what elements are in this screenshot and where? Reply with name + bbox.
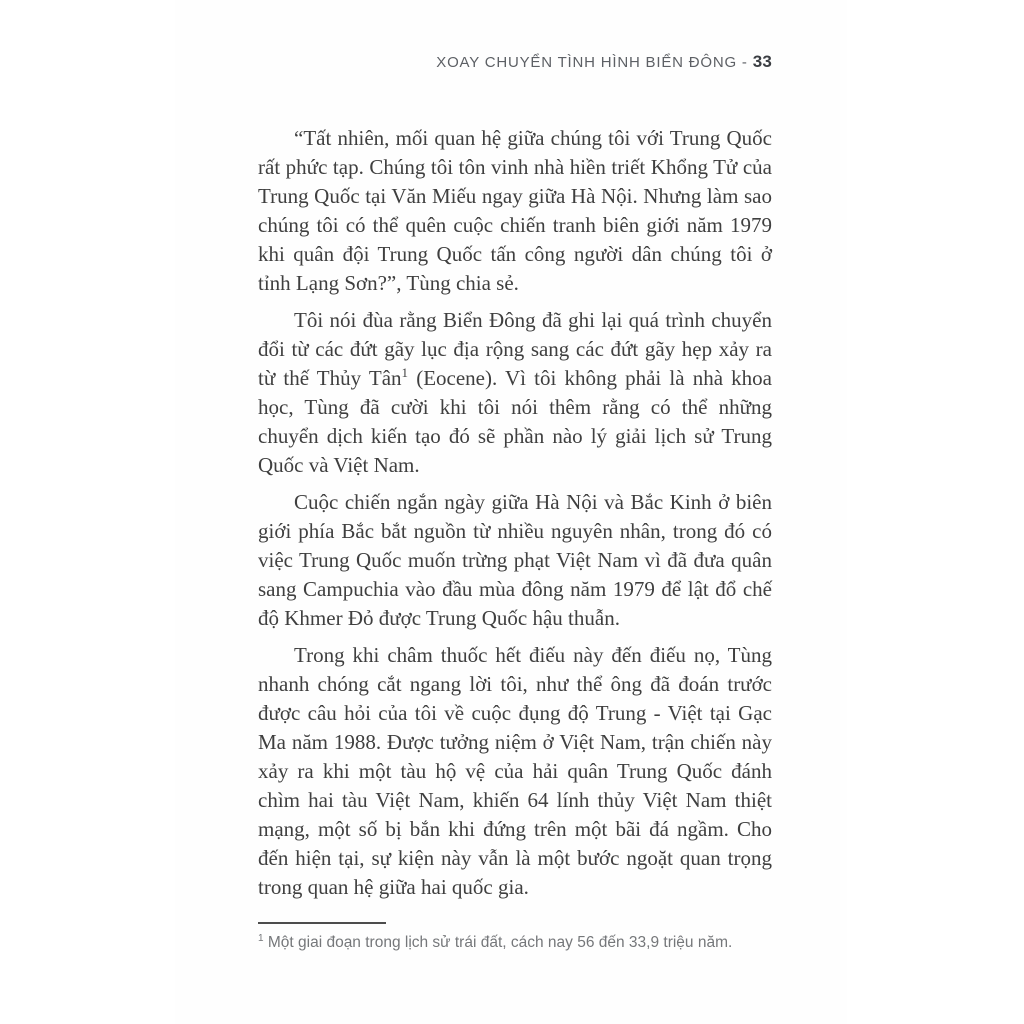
- footnote-reference-mark: 1: [401, 365, 409, 380]
- paragraph-2: [258, 306, 772, 480]
- footnote-marker: 1: [258, 932, 264, 944]
- paragraph-1: [258, 124, 772, 298]
- body-text-block: [258, 124, 772, 953]
- running-header: [258, 52, 772, 72]
- paragraph-4-text: Trong khi châm thuốc hết điếu này đến điếu nọ, Tùng nhanh chóng cắt ngang lời tôi, như thể ông đã đoán trước được câu hỏi của tôi về cuộc đụng độ Trung - Việt tại Gạc Ma năm 1988. Được tưởng niệm ở Việt Nam, trận chiến này xảy ra khi một tàu hộ vệ của hải quân Trung Quốc đánh chìm hai tàu Việt Nam, khiến 64 lính thủy Việt Nam thiệt mạng, một số bị bắn khi đứng trên một bãi đá ngầm. Cho đến hiện tại, sự kiện này vẫn là một bước ngoặt quan trọng trong quan hệ giữa hai quốc gia.: [258, 643, 772, 899]
- paragraph-2-text-pre: Tôi nói đùa rằng Biển Đông đã ghi lại quá trình chuyển đổi từ các đứt gãy lục địa rộng sang các đứt gãy hẹp xảy ra từ thế Thủy Tân: [258, 308, 772, 390]
- paragraph-3: [258, 488, 772, 633]
- footnote-divider: [258, 922, 386, 924]
- running-header-title: XOAY CHUYỂN TÌNH HÌNH BIỂN ĐÔNG: [436, 54, 737, 71]
- paragraph-1-text: “Tất nhiên, mối quan hệ giữa chúng tôi với Trung Quốc rất phức tạp. Chúng tôi tôn vinh nhà hiền triết Khổng Tử của Trung Quốc tại Văn Miếu ngay giữa Hà Nội. Nhưng làm sao chúng tôi có thể quên cuộc chiến tranh biên giới năm 1979 khi quân đội Trung Quốc tấn công người dân chúng tôi ở tỉnh Lạng Sơn?”, Tùng chia sẻ.: [258, 126, 772, 295]
- footnote-text: Một giai đoạn trong lịch sử trái đất, cách nay 56 đến 33,9 triệu năm.: [263, 934, 733, 951]
- paragraph-3-text: Cuộc chiến ngắn ngày giữa Hà Nội và Bắc Kinh ở biên giới phía Bắc bắt nguồn từ nhiều nguyên nhân, trong đó có việc Trung Quốc muốn trừng phạt Việt Nam vì đã đưa quân sang Campuchia vào đầu mùa đông năm 1979 để lật đổ chế độ Khmer Đỏ được Trung Quốc hậu thuẫn.: [258, 490, 772, 630]
- footnote: [258, 932, 772, 953]
- running-header-separator: -: [736, 54, 753, 71]
- paragraph-4: [258, 641, 772, 902]
- page-number: 33: [752, 52, 772, 71]
- paragraph-2-text-post: (Eocene). Vì tôi không phải là nhà khoa học, Tùng đã cười khi tôi nói thêm rằng có thể những chuyển dịch kiến tạo đó sẽ phần nào lý giải lịch sử Trung Quốc và Việt Nam.: [258, 366, 772, 477]
